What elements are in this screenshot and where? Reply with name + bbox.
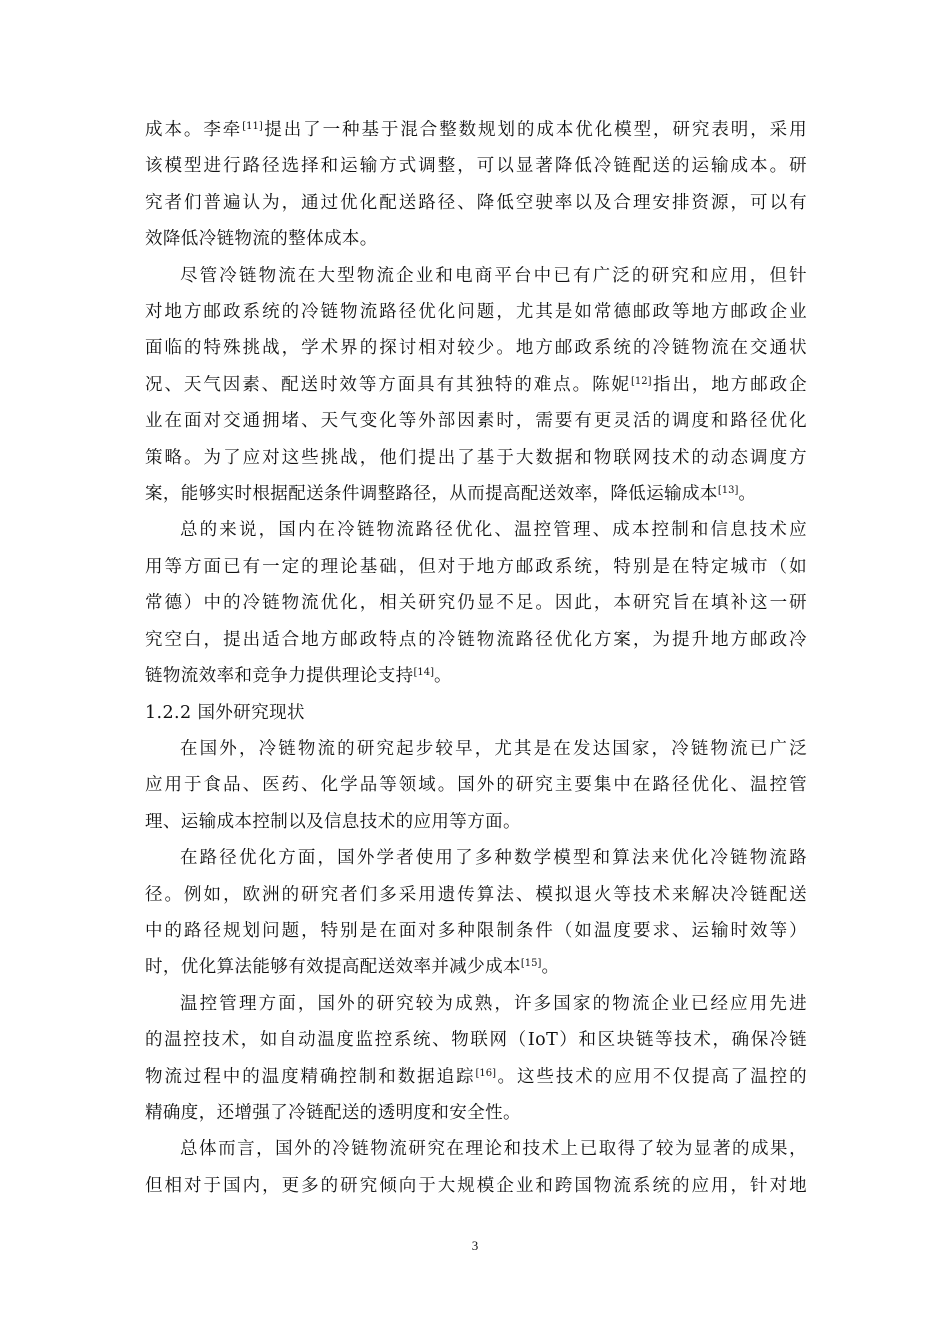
citation-13: [13] <box>717 485 739 497</box>
citation-12: [12] <box>630 375 652 387</box>
text-line <box>145 476 807 512</box>
text-line: 总的来说，国内在冷链物流路径优化、温控管理、成本控制和信息技术应 <box>180 520 807 541</box>
text-run: 成本。李牵 <box>145 120 243 140</box>
text-line: 总体而言，国外的冷链物流研究在理论和技术上已取得了较为显著的成果， <box>180 1139 807 1160</box>
paragraph-foreign-overview <box>145 731 807 840</box>
document-body <box>145 112 807 1204</box>
text-run: 时，优化算法能够有效提高配送效率并减少成本 <box>145 957 521 978</box>
text-line: 效降低冷链物流的整体成本。 <box>145 229 378 250</box>
text-line <box>145 1059 807 1095</box>
citation-16: [16] <box>475 1067 496 1079</box>
text-run: 链物流效率和竞争力提供理论支持 <box>145 666 414 687</box>
paragraph-route-optimization <box>145 840 807 986</box>
text-line: 在路径优化方面，国外学者使用了多种数学模型和算法来优化冷链物流路 <box>180 848 807 869</box>
text-line: 中的路径规划问题，特别是在面对多种限制条件（如温度要求、运输时效等） <box>145 920 807 941</box>
text-run: 。这些技术的应用不仅提高了温控的 <box>495 1066 807 1087</box>
paragraph-local-postal <box>145 258 807 513</box>
paragraph-temperature-control <box>145 986 807 1132</box>
text-line: 在国外，冷链物流的研究起步较早，尤其是在发达国家，冷链物流已广泛 <box>180 738 807 759</box>
text-run: 。 <box>738 484 757 505</box>
text-line: 策略。为了应对这些挑战，他们提出了基于大数据和物联网技术的动态调度方 <box>145 447 807 468</box>
text-run: 案，能够实时根据配送条件调整路径，从而提高配送效率，降低运输成本 <box>145 484 718 505</box>
text-run: 。 <box>434 666 452 687</box>
text-line: 究者们普遍认为，通过优化配送路径、降低空驶率以及合理安排资源，可以有 <box>145 192 807 213</box>
text-line: 精确度，还增强了冷链配送的透明度和安全性。 <box>145 1102 521 1123</box>
text-line <box>145 367 807 403</box>
citation-15: [15] <box>520 958 542 970</box>
text-line <box>145 658 807 694</box>
text-line: 理、运输成本控制以及信息技术的应用等方面。 <box>145 811 521 832</box>
text-line: 尽管冷链物流在大型物流企业和电商平台中已有广泛的研究和应用，但针 <box>180 265 807 286</box>
text-line: 但相对于国内，更多的研究倾向于大规模企业和跨国物流系统的应用，针对地 <box>145 1175 807 1196</box>
text-line: 径。例如，欧洲的研究者们多采用遗传算法、模拟退火等技术来解决冷链配送 <box>145 884 807 905</box>
paragraph-domestic-summary <box>145 512 807 694</box>
text-line: 究空白，提出适合地方邮政特点的冷链物流路径优化方案，为提升地方邮政冷 <box>145 629 807 650</box>
text-line: 对地方邮政系统的冷链物流路径优化问题，尤其是如常德邮政等地方邮政企业 <box>145 302 807 323</box>
text-run: 况、天气因素、配送时效等方面具有其独特的难点。陈妮 <box>145 374 631 395</box>
text-run: 指出，地方邮政企 <box>651 374 808 395</box>
paragraph-cost-optimization <box>145 112 807 258</box>
text-line: 面临的特殊挑战，学术界的探讨相对较少。地方邮政系统的冷链物流在交通状 <box>145 338 807 359</box>
page-number: 3 <box>471 1238 479 1253</box>
text-line: 应用于食品、医药、化学品等领域。国外的研究主要集中在路径优化、温控管 <box>145 775 807 796</box>
text-run: 。 <box>541 957 560 978</box>
paragraph-foreign-summary <box>145 1131 807 1204</box>
text-line <box>145 112 807 148</box>
text-run: 物流过程中的温度精确控制和数据追踪 <box>145 1066 476 1087</box>
text-line: 的温控技术，如自动温度监控系统、物联网（IoT）和区块链等技术，确保冷链 <box>145 1030 807 1051</box>
text-line: 该模型进行路径选择和运输方式调整，可以显著降低冷链配送的运输成本。研 <box>145 156 807 177</box>
text-line: 常德）中的冷链物流优化，相关研究仍显不足。因此，本研究旨在填补这一研 <box>145 593 807 614</box>
text-line: 业在面对交通拥堵、天气变化等外部因素时，需要有更灵活的调度和路径优化 <box>145 411 807 432</box>
section-heading: 1.2.2 国外研究现状 <box>145 702 305 723</box>
citation-14: [14] <box>413 667 435 679</box>
text-line: 用等方面已有一定的理论基础，但对于地方邮政系统，特别是在特定城市（如 <box>145 556 807 577</box>
text-line: 温控管理方面，国外的研究较为成熟，许多国家的物流企业已经应用先进 <box>180 993 807 1014</box>
citation-11: [11] <box>242 121 263 132</box>
text-line <box>145 949 807 985</box>
text-run: 提出了一种基于混合整数规划的成本优化模型，研究表明，采用 <box>262 120 808 140</box>
